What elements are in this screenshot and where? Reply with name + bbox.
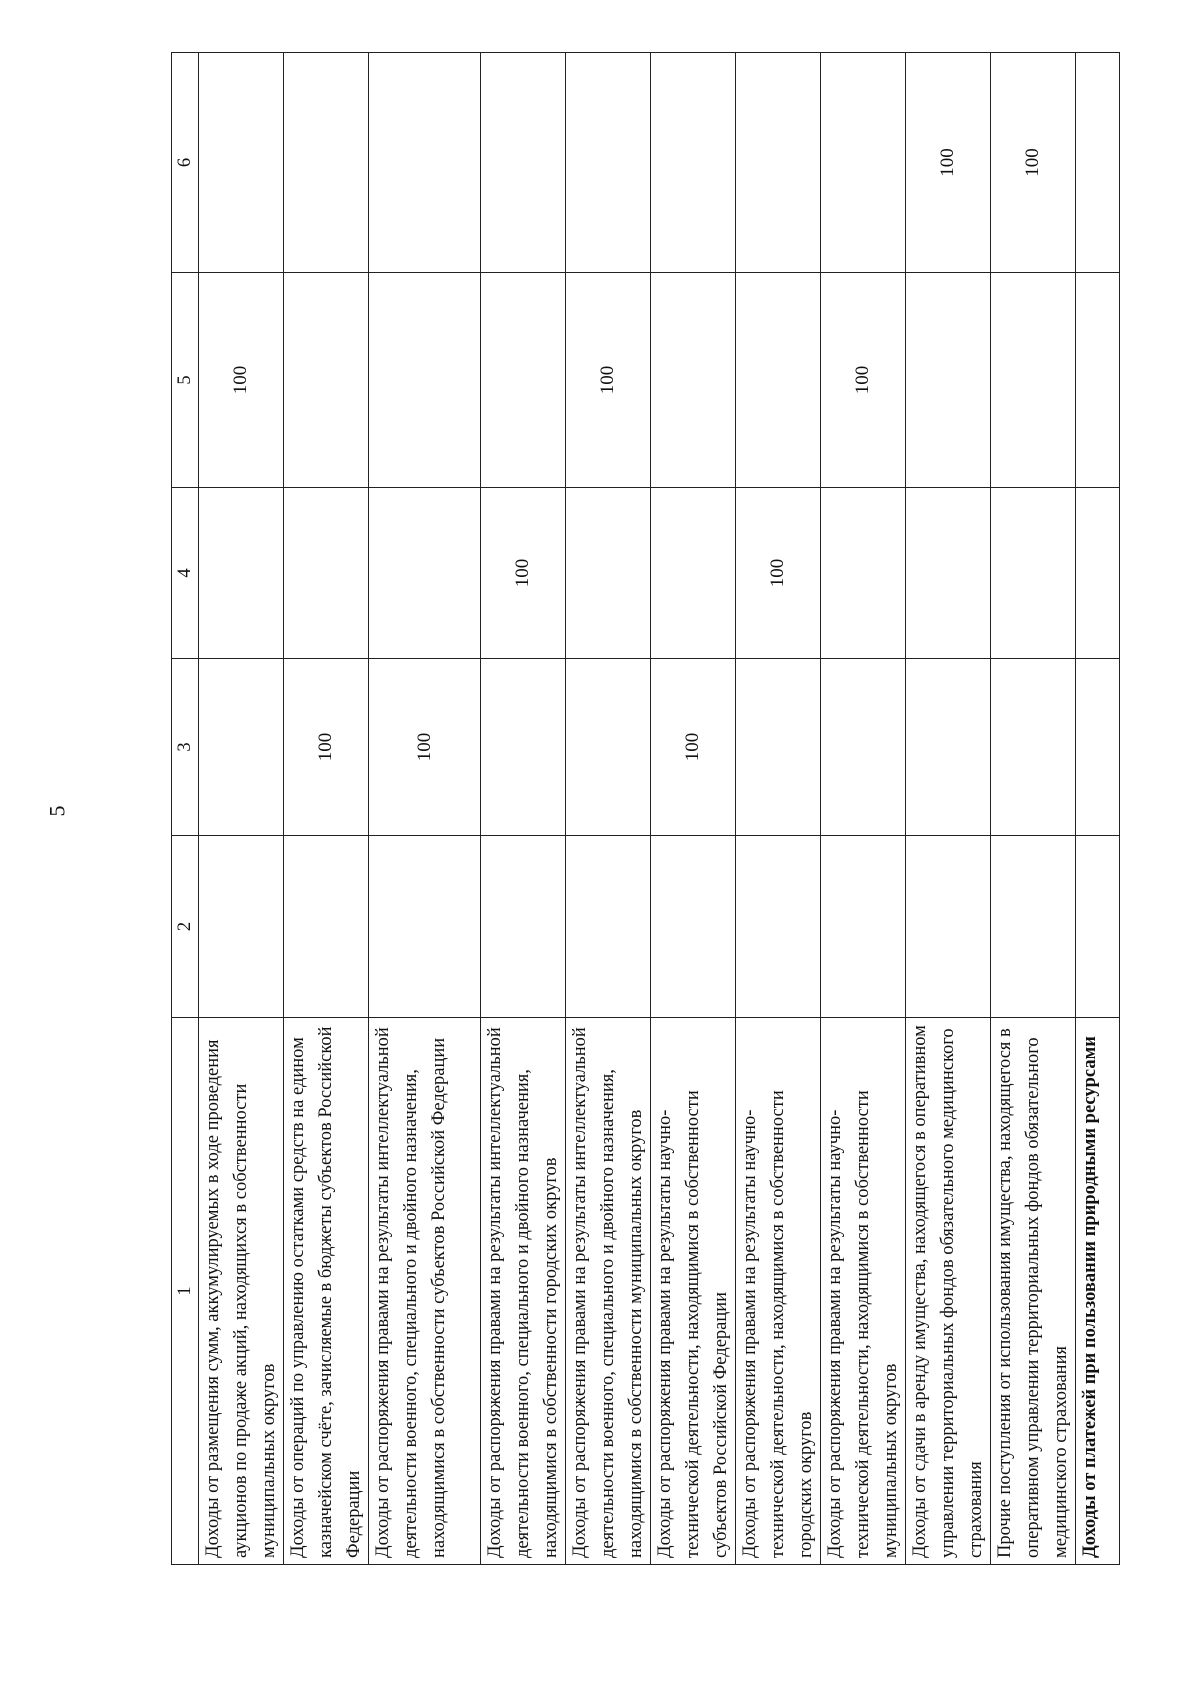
cell-col-4 [284, 488, 369, 659]
row-name: Доходы от распоряжения правами на результаты научно-технической деятельности, находящимися в собственности субъектов Российской Федерации [651, 1018, 736, 1565]
cell-col-3 [566, 659, 651, 836]
table-row [906, 53, 991, 1565]
cell-col-2 [481, 836, 566, 1018]
cell-col-2 [1076, 836, 1120, 1018]
cell-col-6 [651, 53, 736, 273]
cell-col-2 [284, 836, 369, 1018]
cell-col-4 [369, 488, 481, 659]
header-col-2: 2 [172, 836, 199, 1018]
cell-col-4 [1076, 488, 1120, 659]
table-row [566, 53, 651, 1565]
header-col-4: 4 [172, 488, 199, 659]
rotated-table-wrapper [171, 53, 1100, 1565]
cell-col-5 [284, 273, 369, 488]
cell-col-2 [991, 836, 1076, 1018]
cell-col-4 [651, 488, 736, 659]
table-header-row [172, 53, 199, 1565]
row-name: Доходы от распоряжения правами на результаты интеллектуальной деятельности военного, специального и двойного назначения, находящимися в собственности городских округов [481, 1018, 566, 1565]
cell-col-2 [906, 836, 991, 1018]
cell-col-5: 100 [566, 273, 651, 488]
cell-col-3 [199, 659, 284, 836]
table-row [651, 53, 736, 1565]
cell-col-4 [991, 488, 1076, 659]
row-name: Доходы от распоряжения правами на результаты научно-технической деятельности, находящимися в собственности муниципальных округов [821, 1018, 906, 1565]
cell-col-2 [369, 836, 481, 1018]
cell-col-3 [1076, 659, 1120, 836]
cell-col-6 [736, 53, 821, 273]
page-number: 5 [44, 805, 70, 817]
header-col-6: 6 [172, 53, 199, 273]
cell-col-6 [821, 53, 906, 273]
cell-col-3 [906, 659, 991, 836]
row-name: Доходы от сдачи в аренду имущества, находящегося в оперативном управлении территориальных фондов обязательного медицинского страхования [906, 1018, 991, 1565]
cell-col-5 [481, 273, 566, 488]
cell-col-2 [736, 836, 821, 1018]
table-row [736, 53, 821, 1565]
cell-col-6 [566, 53, 651, 273]
cell-col-3 [821, 659, 906, 836]
cell-col-5 [906, 273, 991, 488]
row-name: Доходы от платежей при пользовании природными ресурсами [1076, 1018, 1120, 1565]
header-col-1: 1 [172, 1018, 199, 1565]
cell-col-6 [199, 53, 284, 273]
cell-col-4 [906, 488, 991, 659]
cell-col-6 [369, 53, 481, 273]
row-name: Доходы от размещения сумм, аккумулируемых в ходе проведения аукционов по продаже акций, находящихся в собственности муниципальных округов [199, 1018, 284, 1565]
cell-col-5 [369, 273, 481, 488]
cell-col-5: 100 [199, 273, 284, 488]
row-name: Доходы от распоряжения правами на результаты интеллектуальной деятельности военного, специального и двойного назначения, находящимися в собственности муниципальных округов [566, 1018, 651, 1565]
header-col-3: 3 [172, 659, 199, 836]
cell-col-6 [284, 53, 369, 273]
cell-col-4: 100 [736, 488, 821, 659]
row-name: Прочие поступления от использования имущества, находящегося в оперативном управлении территориальных фондов обязательного медицинского страхования [991, 1018, 1076, 1565]
table-row [1076, 53, 1120, 1565]
cell-col-2 [651, 836, 736, 1018]
cell-col-2 [566, 836, 651, 1018]
cell-col-6: 100 [906, 53, 991, 273]
header-col-5: 5 [172, 273, 199, 488]
row-name: Доходы от распоряжения правами на результаты интеллектуальной деятельности военного, специального и двойного назначения, находящимися в собственности субъектов Российской Федерации [369, 1018, 481, 1565]
table-row [991, 53, 1076, 1565]
cell-col-4 [199, 488, 284, 659]
cell-col-4 [566, 488, 651, 659]
table-row [369, 53, 481, 1565]
cell-col-5 [1076, 273, 1120, 488]
row-name: Доходы от распоряжения правами на результаты научно-технической деятельности, находящимися в собственности городских округов [736, 1018, 821, 1565]
cell-col-5: 100 [821, 273, 906, 488]
table-row [821, 53, 906, 1565]
cell-col-5 [991, 273, 1076, 488]
cell-col-3 [736, 659, 821, 836]
table-row [199, 53, 284, 1565]
cell-col-3 [991, 659, 1076, 836]
table-row [481, 53, 566, 1565]
cell-col-2 [199, 836, 284, 1018]
cell-col-3: 100 [369, 659, 481, 836]
cell-col-6 [481, 53, 566, 273]
cell-col-6 [1076, 53, 1120, 273]
cell-col-3: 100 [284, 659, 369, 836]
cell-col-6: 100 [991, 53, 1076, 273]
cell-col-2 [821, 836, 906, 1018]
table-row [284, 53, 369, 1565]
row-name: Доходы от операций по управлению остатками средств на едином казначейском счёте, зачисляемые в бюджеты субъектов Российской Федерации [284, 1018, 369, 1565]
cell-col-5 [651, 273, 736, 488]
cell-col-5 [736, 273, 821, 488]
cell-col-4: 100 [481, 488, 566, 659]
revenue-distribution-table [171, 52, 1120, 1565]
cell-col-4 [821, 488, 906, 659]
cell-col-3 [481, 659, 566, 836]
cell-col-3: 100 [651, 659, 736, 836]
